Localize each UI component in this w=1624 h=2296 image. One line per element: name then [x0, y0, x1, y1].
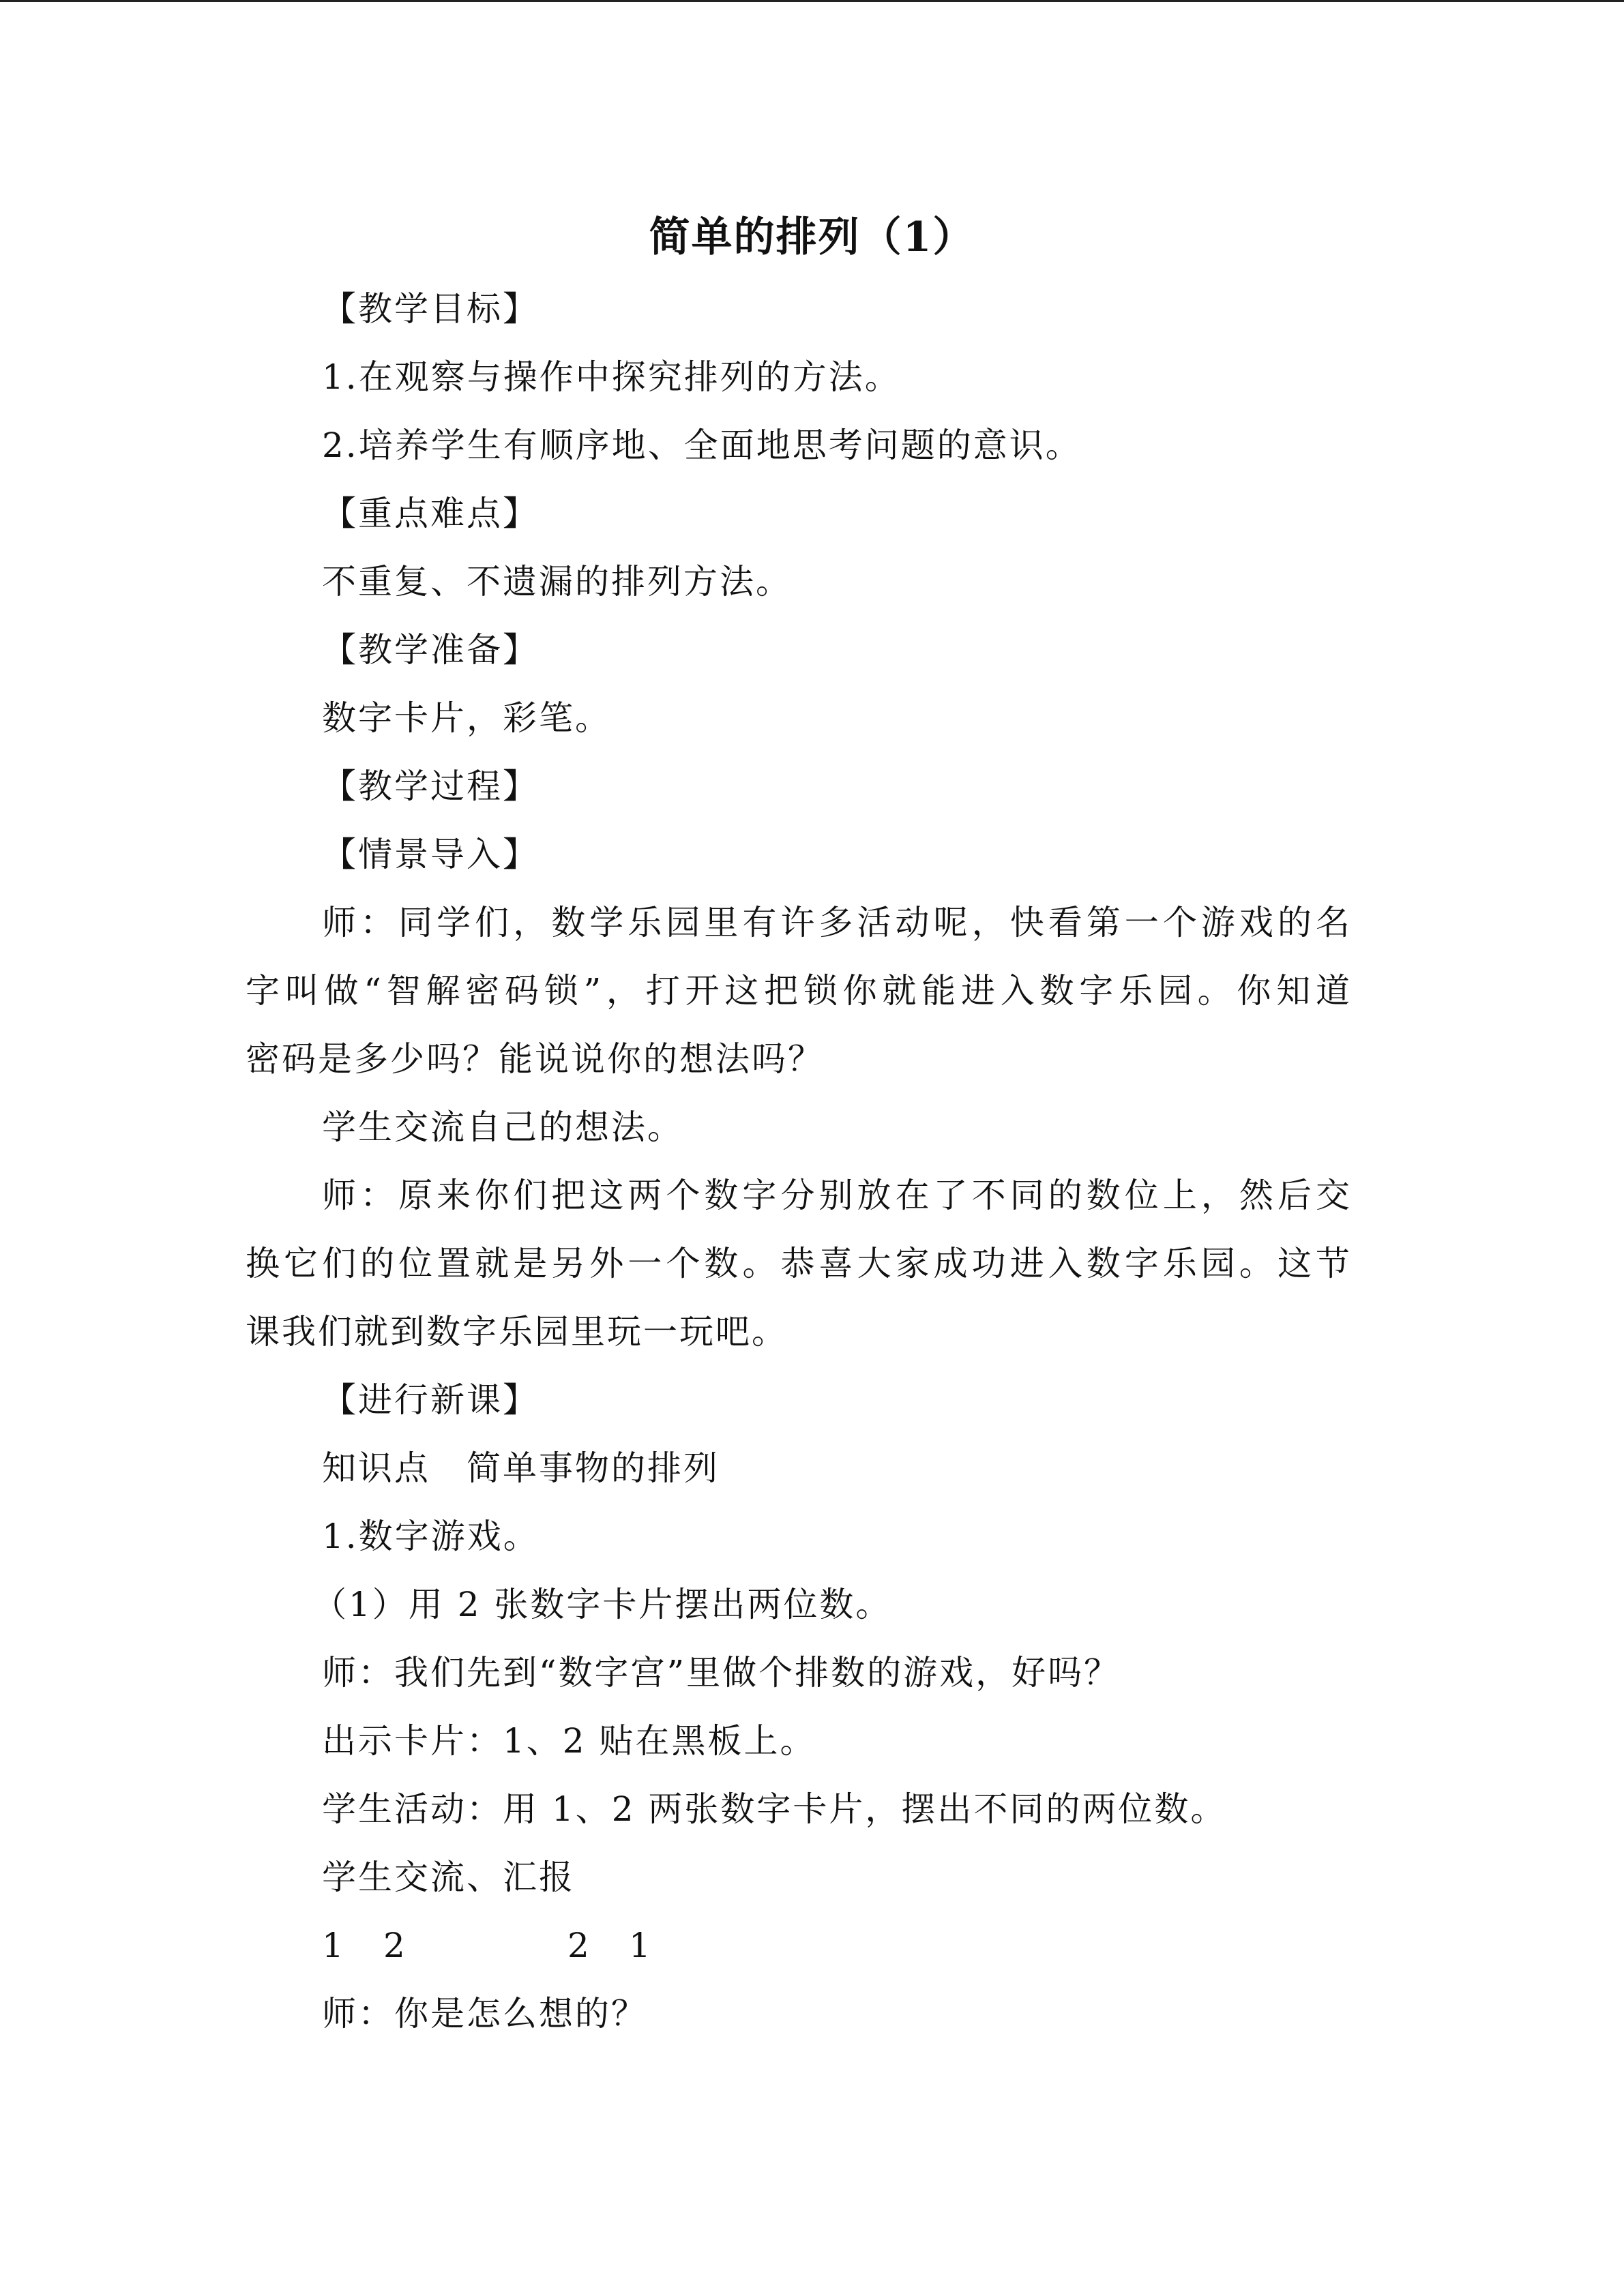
new-lesson-heading: 【进行新课】 — [322, 1380, 539, 1420]
number-digit: 2 — [383, 1926, 407, 1965]
intro-heading: 【情景导入】 — [322, 835, 539, 874]
teacher-line-2: 师：你是怎么想的？ — [322, 1994, 647, 2033]
number-digit: 1 — [322, 1926, 346, 1965]
show-cards-line: 出示卡片：1、2 贴在黑板上。 — [322, 1721, 816, 1761]
intro-paragraph-3-line-3: 课我们就到数字乐园里玩一玩吧。 — [246, 1312, 788, 1352]
process-heading: 【教学过程】 — [322, 766, 539, 806]
keypoints-heading: 【重点难点】 — [322, 494, 539, 533]
teacher-line-1: 师：我们先到“数字宫”里做个排数的游戏，好吗？ — [322, 1653, 1121, 1693]
intro-paragraph-2: 学生交流自己的想法。 — [322, 1107, 683, 1147]
knowledge-point: 知识点 简单事物的排列 — [322, 1448, 720, 1488]
student-report-line: 学生交流、汇报 — [322, 1858, 575, 1897]
prep-heading: 【教学准备】 — [322, 630, 539, 670]
number-arrangements — [322, 1911, 690, 1980]
game-title: 1.数字游戏。 — [322, 1517, 540, 1556]
intro-paragraph-1-line-1: 师：同学们，数学乐园里有许多活动呢，快看第一个游戏的名 — [322, 903, 1352, 942]
number-digit: 2 — [567, 1926, 591, 1965]
intro-paragraph-1-line-3: 密码是多少吗？能说说你的想法吗？ — [246, 1039, 824, 1079]
intro-paragraph-3-line-2: 换它们的位置就是另外一个数。恭喜大家成功进入数字乐园。这节 — [246, 1244, 1352, 1283]
keypoints-text: 不重复、不遗漏的排列方法。 — [322, 562, 792, 601]
page-title: 简单的排列（1） — [649, 213, 975, 261]
intro-paragraph-1-line-2: 字叫做“智解密码锁”，打开这把锁你就能进入数字乐园。你知道 — [246, 971, 1352, 1011]
step-1: （1）用 2 张数字卡片摆出两位数。 — [312, 1585, 892, 1624]
goals-heading: 【教学目标】 — [322, 289, 539, 329]
prep-text: 数字卡片，彩笔。 — [322, 698, 611, 738]
student-activity-line: 学生活动：用 1、2 两张数字卡片，摆出不同的两位数。 — [322, 1789, 1227, 1829]
goal-2: 2.培养学生有顺序地、全面地思考问题的意识。 — [322, 426, 1082, 465]
number-digit: 1 — [629, 1926, 653, 1965]
goal-1: 1.在观察与操作中探究排列的方法。 — [322, 357, 901, 397]
intro-paragraph-3-line-1: 师：原来你们把这两个数字分别放在了不同的数位上，然后交 — [322, 1176, 1352, 1215]
